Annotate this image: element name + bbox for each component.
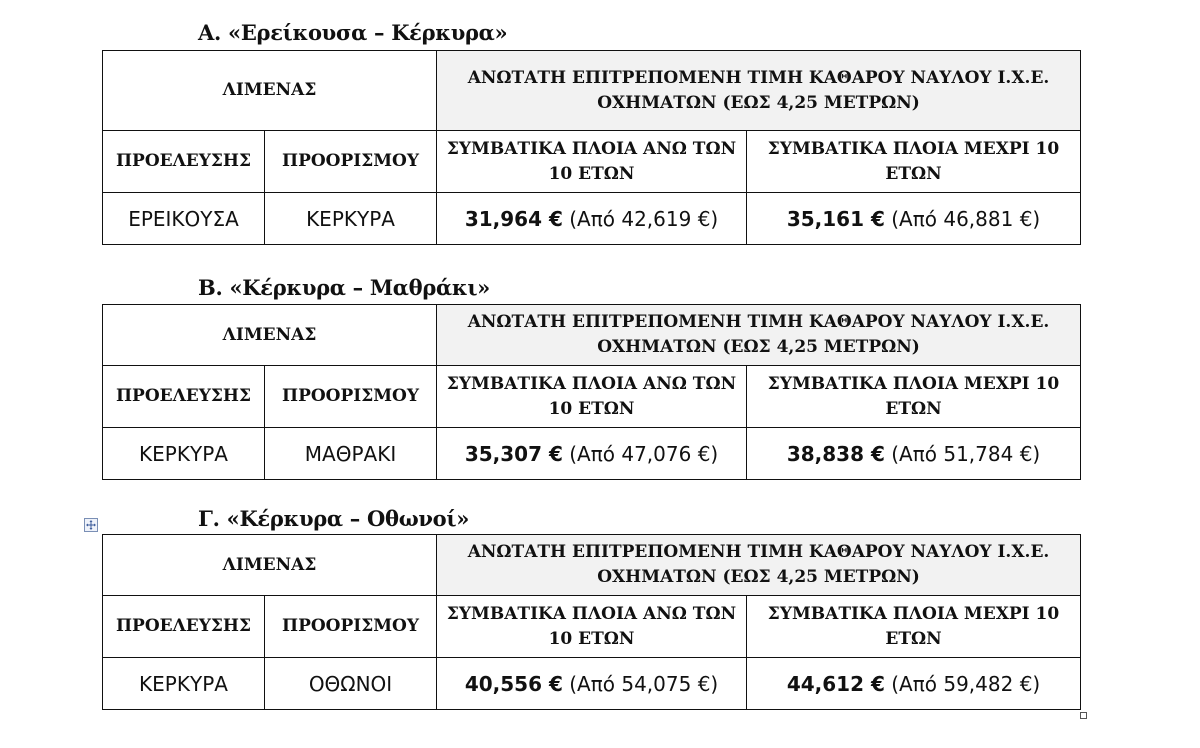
table-row — [103, 658, 1081, 710]
section-a-title: Α. «Ερείκουσα – Κέρκυρα» — [198, 20, 508, 45]
new-price: 40,556 € — [464, 671, 563, 696]
older-ships-header: ΣΥΜΒΑΤΙΚΑ ΠΛΟΙΑ ΑΝΩ ΤΩΝ 10 ΕΤΩΝ — [437, 131, 747, 193]
origin-cell: ΚΕΡΚΥΡΑ — [103, 428, 265, 480]
new-price: 31,964 € — [464, 206, 563, 231]
table-row — [103, 428, 1081, 480]
max-fare-header: ΑΝΩΤΑΤΗ ΕΠΙΤΡΕΠΟΜΕΝΗ ΤΙΜΗ ΚΑΘΑΡΟΥ ΝΑΥΛΟΥ Ι.Χ.Ε. ΟΧΗΜΑΤΩΝ (ΕΩΣ 4,25 ΜΕΤΡΩΝ) — [437, 305, 1081, 366]
newer-ships-header: ΣΥΜΒΑΤΙΚΑ ΠΛΟΙΑ ΜΕΧΡΙ 10 ΕΤΩΝ — [747, 131, 1081, 193]
port-header: ΛΙΜΕΝΑΣ — [103, 51, 437, 131]
newer-price-cell — [747, 658, 1081, 710]
previous-price: (Από 51,784 €) — [891, 441, 1041, 466]
section-b-title: Β. «Κέρκυρα – Μαθράκι» — [198, 275, 491, 300]
destination-cell: ΚΕΡΚΥΡΑ — [265, 193, 437, 245]
origin-header: ΠΡΟΕΛΕΥΣΗΣ — [103, 596, 265, 658]
previous-price: (Από 47,076 €) — [569, 441, 719, 466]
move-arrows-icon[interactable] — [84, 518, 98, 532]
origin-cell: ΕΡΕΙΚΟΥΣΑ — [103, 193, 265, 245]
newer-price-cell — [747, 428, 1081, 480]
max-fare-header: ΑΝΩΤΑΤΗ ΕΠΙΤΡΕΠΟΜΕΝΗ ΤΙΜΗ ΚΑΘΑΡΟΥ ΝΑΥΛΟΥ Ι.Χ.Ε. ΟΧΗΜΑΤΩΝ (ΕΩΣ 4,25 ΜΕΤΡΩΝ) — [437, 51, 1081, 131]
older-price-cell — [437, 193, 747, 245]
previous-price: (Από 59,482 €) — [891, 671, 1041, 696]
destination-header: ΠΡΟΟΡΙΣΜΟΥ — [265, 366, 437, 428]
new-price: 38,838 € — [786, 441, 885, 466]
max-fare-header: ΑΝΩΤΑΤΗ ΕΠΙΤΡΕΠΟΜΕΝΗ ΤΙΜΗ ΚΑΘΑΡΟΥ ΝΑΥΛΟΥ Ι.Χ.Ε. ΟΧΗΜΑΤΩΝ (ΕΩΣ 4,25 ΜΕΤΡΩΝ) — [437, 535, 1081, 596]
port-header: ΛΙΜΕΝΑΣ — [103, 305, 437, 366]
destination-cell: ΟΘΩΝΟΙ — [265, 658, 437, 710]
previous-price: (Από 42,619 €) — [569, 206, 719, 231]
origin-cell: ΚΕΡΚΥΡΑ — [103, 658, 265, 710]
new-price: 44,612 € — [786, 671, 885, 696]
destination-header: ΠΡΟΟΡΙΣΜΟΥ — [265, 131, 437, 193]
resize-handle-icon[interactable] — [1080, 712, 1087, 719]
port-header: ΛΙΜΕΝΑΣ — [103, 535, 437, 596]
fare-table-b — [102, 304, 1081, 480]
table-row — [103, 193, 1081, 245]
fare-table-c — [102, 534, 1081, 710]
older-price-cell — [437, 658, 747, 710]
fare-table-a — [102, 50, 1081, 245]
newer-ships-header: ΣΥΜΒΑΤΙΚΑ ΠΛΟΙΑ ΜΕΧΡΙ 10 ΕΤΩΝ — [747, 366, 1081, 428]
new-price: 35,307 € — [464, 441, 563, 466]
destination-header: ΠΡΟΟΡΙΣΜΟΥ — [265, 596, 437, 658]
older-ships-header: ΣΥΜΒΑΤΙΚΑ ΠΛΟΙΑ ΑΝΩ ΤΩΝ 10 ΕΤΩΝ — [437, 596, 747, 658]
previous-price: (Από 54,075 €) — [569, 671, 719, 696]
previous-price: (Από 46,881 €) — [891, 206, 1041, 231]
destination-cell: ΜΑΘΡΑΚΙ — [265, 428, 437, 480]
section-c-title: Γ. «Κέρκυρα – Οθωνοί» — [198, 506, 470, 531]
newer-price-cell — [747, 193, 1081, 245]
older-price-cell — [437, 428, 747, 480]
older-ships-header: ΣΥΜΒΑΤΙΚΑ ΠΛΟΙΑ ΑΝΩ ΤΩΝ 10 ΕΤΩΝ — [437, 366, 747, 428]
origin-header: ΠΡΟΕΛΕΥΣΗΣ — [103, 366, 265, 428]
new-price: 35,161 € — [786, 206, 885, 231]
origin-header: ΠΡΟΕΛΕΥΣΗΣ — [103, 131, 265, 193]
newer-ships-header: ΣΥΜΒΑΤΙΚΑ ΠΛΟΙΑ ΜΕΧΡΙ 10 ΕΤΩΝ — [747, 596, 1081, 658]
